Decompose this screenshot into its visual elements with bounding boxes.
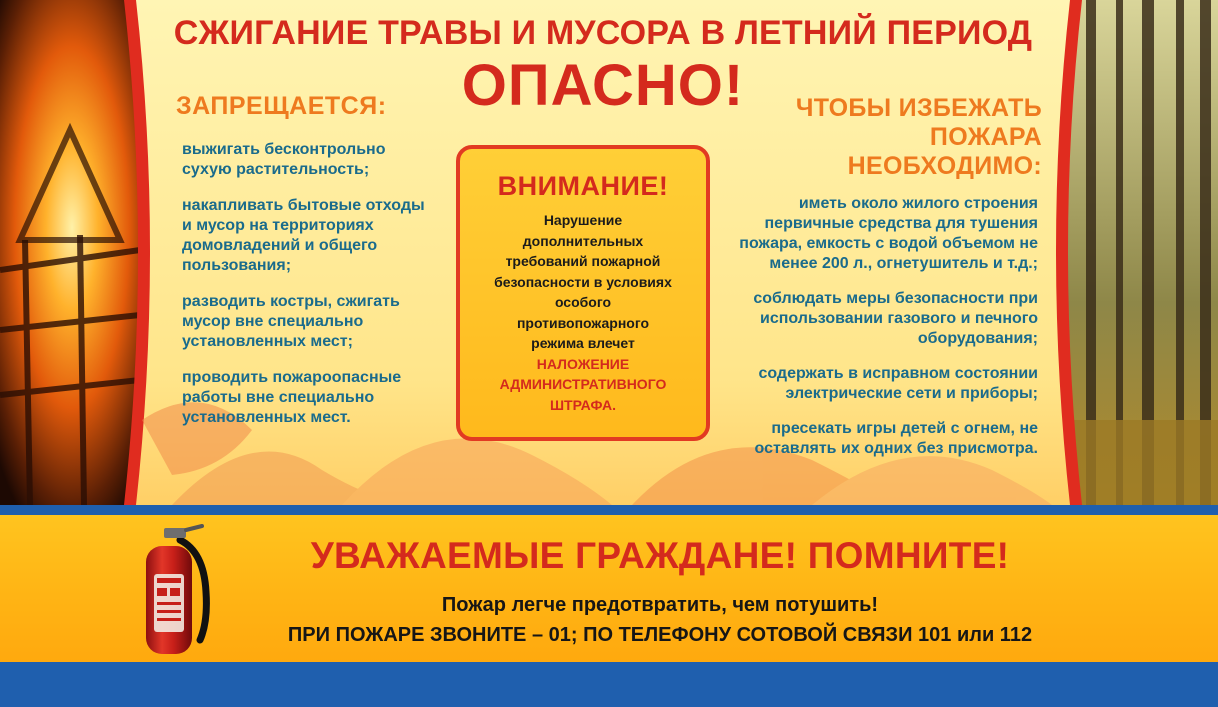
emergency-numbers: ПРИ ПОЖАРЕ ЗВОНИТЕ – 01; ПО ТЕЛЕФОНУ СОТОВОЙ СВЯЗИ 101 или 112 xyxy=(287,624,1033,646)
forbidden-item: накапливать бытовые отходы и мусор на территориях домовладений и общего пользования; xyxy=(182,197,425,274)
forbidden-item: выжигать бесконтрольно сухую растительность; xyxy=(182,141,386,178)
required-heading-line: ПОЖАРА xyxy=(929,123,1042,151)
required-heading-line: ЧТОБЫ ИЗБЕЖАТЬ xyxy=(795,94,1042,122)
poster-title: СЖИГАНИЕ ТРАВЫ И МУСОРА В ЛЕТНИЙ ПЕРИОД xyxy=(173,14,1033,52)
required-item: пресекать игры детей с огнем, не оставлять их одних без присмотра. xyxy=(754,420,1038,457)
forbidden-item: разводить костры, сжигать мусор вне специально установленных мест; xyxy=(182,293,400,350)
danger-heading: ОПАСНО! xyxy=(461,53,745,118)
attention-box xyxy=(456,145,710,441)
required-item: иметь около жилого строения первичные средства для тушения пожара, емкость с водой объемом не менее 200 л., огнетушитель и т.д.; xyxy=(739,195,1038,272)
prevention-slogan: Пожар легче предотвратить, чем потушить! xyxy=(441,594,879,616)
required-list xyxy=(708,194,1038,474)
fire-extinguisher-icon xyxy=(134,522,224,660)
forbidden-list xyxy=(182,140,432,444)
required-item: содержать в исправном состоянии электрические сети и приборы; xyxy=(758,365,1038,402)
required-item: соблюдать меры безопасности при использовании газового и печного оборудования; xyxy=(753,290,1038,347)
appeal-heading: УВАЖАЕМЫЕ ГРАЖДАНЕ! ПОМНИТЕ! xyxy=(310,535,1010,576)
forbidden-item: проводить пожароопасные работы вне специально установленных мест. xyxy=(182,369,402,426)
blue-stripe-top xyxy=(0,505,1218,515)
attention-title: ВНИМАНИЕ! xyxy=(497,171,669,201)
forbidden-heading: ЗАПРЕЩАЕТСЯ: xyxy=(176,92,387,120)
attention-text: Нарушение дополнительных требований пожарной безопасности в условиях особого противопожарного режима влечет xyxy=(494,212,672,351)
required-heading-line: НЕОБХОДИМО: xyxy=(847,152,1042,180)
blue-stripe-bottom xyxy=(0,662,1218,707)
required-heading xyxy=(712,94,1042,181)
attention-fine: НАЛОЖЕНИЕ АДМИНИСТРАТИВНОГО ШТРАФА. xyxy=(499,355,667,413)
